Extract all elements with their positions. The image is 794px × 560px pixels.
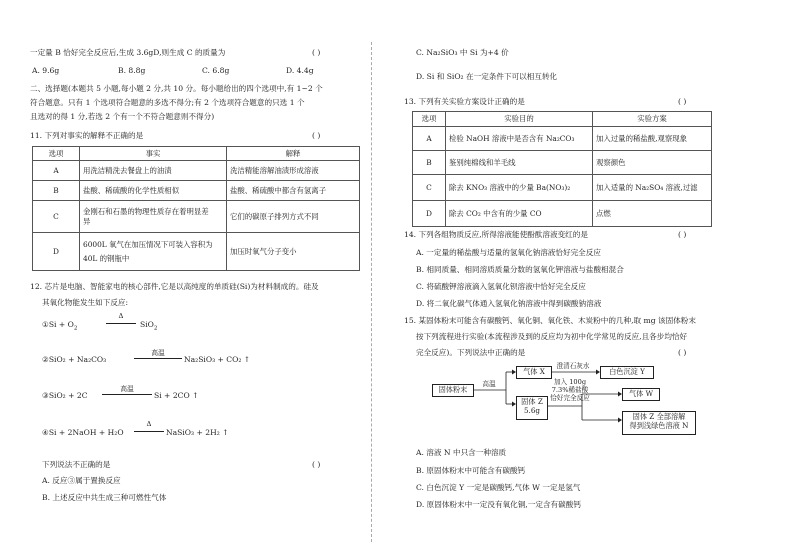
q13-header-aim: 实验目的 [446, 112, 593, 127]
section2-line2: 符合题意。只有 1 个选项符合题意的多选不得分;有 2 个选项符合题意的只选 1 个 [30, 98, 305, 107]
q14-answer-paren: ( ) [678, 230, 687, 239]
equation-subscript: 2 [73, 325, 78, 332]
q14-stem: 14. 下列各组物质反应,所得溶液能使酚酞溶液变红的是 [404, 230, 588, 239]
q11-fact-line: 6000L 氧气在加压情况下可装入容积为 [83, 239, 213, 249]
flow-limewater-label: 澄清石灰水 [556, 362, 590, 370]
q11-row-b [33, 181, 360, 201]
q11-explanation: 加压时氧气分子变小 [227, 233, 360, 271]
q10-option-c: C. 6.8g [202, 66, 230, 75]
flow-start-box: 固体粉末 [432, 384, 474, 397]
q13-plan: 观察颜色 [593, 151, 712, 175]
flow-condition-label: 高温 [482, 380, 496, 388]
flow-acid-line: 恰好完全反应 [550, 394, 590, 402]
flow-acid-label [542, 378, 598, 402]
q10-option-b: B. 8.8g [118, 66, 146, 75]
equation-4-arrow [134, 431, 164, 432]
q13-header-option: 选项 [413, 112, 446, 127]
q15-option-d: D. 原固体粉末中一定没有氧化铜,一定含有碳酸钙 [416, 500, 581, 509]
right-column [398, 0, 724, 560]
q11-option-label: B [33, 181, 80, 201]
q11-fact-line: 异 [83, 216, 91, 226]
flow-acid-line: 7.3%稀盐酸 [551, 386, 589, 394]
q13-aim: 除去 KNO₃ 溶液中的少量 Ba(NO₃)₂ [446, 175, 593, 201]
equation-4 [42, 428, 124, 437]
flow-white-precipitate-box: 白色沉淀 Y [600, 366, 654, 379]
q13-header-plan: 实验方案 [593, 112, 712, 127]
q15-option-a: A. 溶液 N 中只含一种溶质 [416, 448, 507, 457]
q15-stem-line1: 15. 某固体粉末可能含有碳酸钙、氧化铜、氧化铁、木炭粉中的几种,取 mg 该固体粉末 [404, 316, 696, 325]
q12-option-d: D. Si 和 SiO₂ 在一定条件下可以相互转化 [416, 72, 558, 81]
q11-stem: 11. 下列对事实的解释不正确的是 [30, 131, 144, 140]
q15-option-b: B. 原固体粉末中可能含有碳酸钙 [416, 466, 526, 475]
q12-answer-paren: ( ) [312, 460, 321, 469]
section2-line3: 且选对的得 1 分,若选 2 个有一个不符合题意则不得分) [30, 112, 215, 121]
equation-lhs: Si + O [48, 320, 74, 329]
q11-option-label: C [33, 201, 80, 233]
q11-row-c [33, 201, 360, 233]
q14-option-b: B. 相同质量、相同溶质质量分数的氢氧化钾溶液与盐酸相混合 [416, 265, 624, 274]
equation-1-product [140, 320, 157, 332]
q11-option-label: D [33, 233, 80, 271]
equation-1-arrow [106, 323, 136, 324]
flow-gas-x-box: 气体 X [516, 366, 552, 379]
q15-stem-line3: 完全反应)。下列说法中正确的是 [416, 348, 526, 357]
equation-lhs: Si + 2NaOH + H₂O [48, 428, 124, 437]
q11-explanation: 它们的碳原子排列方式不同 [227, 201, 360, 233]
equation-subscript: 2 [153, 325, 158, 332]
section2-line1: 二、选择题(本题共 5 小题,每小题 2 分,共 10 分。每小题给出的四个选项中,有 1~2 个 [30, 84, 323, 93]
q12-stem-line2: 其氧化物能发生如下反应: [42, 298, 129, 307]
flow-result-line: 得到浅绿色溶液 N [629, 421, 689, 430]
q11-explanation: 洗洁精能溶解油渍形成溶液 [227, 161, 360, 181]
column-divider [371, 42, 372, 542]
q11-fact: 用洗洁精洗去餐盘上的油渍 [80, 161, 227, 181]
q11-fact-line: 40L 的钢瓶中 [83, 253, 130, 263]
q14-option-c: C. 将硫酸钾溶液滴入氢氧化钡溶液中恰好完全反应 [416, 282, 586, 291]
equation-3-arrow [102, 394, 152, 395]
q15-answer-paren: ( ) [678, 348, 687, 357]
flow-solid-z-label: 固体 Z [521, 397, 543, 406]
equation-2 [42, 355, 106, 364]
q12-question: 下列说法不正确的是 [42, 460, 111, 469]
q12-option-b: B. 上述反应中共生成三种可燃性气体 [42, 493, 167, 502]
equation-3-product: Si + 2CO ↑ [154, 391, 199, 400]
flow-acid-line: 加入 100g [553, 378, 587, 386]
q12-stem-line1: 12. 芯片是电脑、智能家电的核心部件,它是以高纯度的单质硅(Si)为材料制成的。硅及 [30, 282, 319, 291]
q10-option-a: A. 9.6g [32, 66, 60, 75]
equation-number: ① [42, 320, 49, 329]
q11-fact: 盐酸、稀硫酸的化学性质相似 [80, 181, 227, 201]
q10-answer-paren: ( ) [312, 48, 321, 57]
q15-option-c: C. 白色沉淀 Y 一定是碳酸钙,气体 W 一定是氢气 [416, 483, 581, 492]
equation-3 [42, 391, 88, 400]
q14-option-a: A. 一定量的稀盐酸与适量的氢氧化钠溶液恰好完全反应 [416, 248, 601, 257]
q11-table [32, 146, 360, 271]
q13-option-label: B [413, 151, 446, 175]
equation-number: ③ [42, 391, 49, 400]
left-column [30, 0, 360, 560]
q13-plan: 加入过量的稀盐酸,观察现象 [593, 127, 712, 151]
equation-2-product: Na₂SiO₃ + CO₂ ↑ [184, 355, 251, 364]
q13-option-label: C [413, 175, 446, 201]
q15-stem-line2: 按下列流程进行实验(本流程涉及到的反应均为初中化学常见的反应,且各步均恰好 [416, 332, 688, 341]
equation-4-condition: Δ [146, 420, 152, 428]
flow-gas-w-box: 气体 W [622, 388, 660, 401]
equation-1-condition: Δ [118, 312, 124, 320]
flow-result-box [622, 411, 696, 435]
equation-1 [42, 320, 77, 332]
equation-4-product: NaSiO₃ + 2H₂ ↑ [166, 428, 229, 437]
q13-option-label: D [413, 201, 446, 227]
q13-aim: 鉴别纯棉线和羊毛线 [446, 151, 593, 175]
q10-option-d: D. 4.4g [286, 66, 314, 75]
equation-number: ② [42, 355, 49, 364]
equation-2-condition: 高温 [151, 349, 165, 357]
q13-plan: 点燃 [593, 201, 712, 227]
q11-fact [80, 201, 227, 233]
q13-plan: 加入适量的 Na₂SO₄ 溶液,过滤 [593, 175, 712, 201]
q11-option-label: A [33, 161, 80, 181]
q13-aim: 检验 NaOH 溶液中是否含有 Na₂CO₃ [446, 127, 593, 151]
q13-stem: 13. 下列有关实验方案设计正确的是 [404, 97, 525, 106]
equation-2-arrow [134, 358, 182, 359]
q11-fact [80, 233, 227, 271]
q11-explanation: 盐酸、稀硫酸中都含有氢离子 [227, 181, 360, 201]
q11-header-option: 选项 [33, 147, 80, 161]
q11-answer-paren: ( ) [312, 131, 321, 140]
q10-stem-tail: 一定量 B 恰好完全反应后,生成 3.6gD,则生成 C 的质量为 [30, 48, 226, 57]
q11-fact-line: 金刚石和石墨的物理性质存在着明显差 [83, 206, 209, 216]
flow-result-line: 固体 Z 全部溶解 [632, 412, 686, 421]
q13-answer-paren: ( ) [678, 97, 687, 106]
flowchart-connectors [398, 0, 724, 560]
q11-row-d [33, 233, 360, 271]
q13-option-label: A [413, 127, 446, 151]
q12-option-a: A. 反应③属于置换反应 [42, 476, 121, 485]
q12-option-c: C. Na₂SiO₃ 中 Si 为+4 价 [416, 48, 509, 57]
q14-option-d: D. 将二氧化碳气体通入氢氧化钠溶液中得到碳酸钠溶液 [416, 299, 602, 308]
q13-aim: 除去 CO₂ 中含有的少量 CO [446, 201, 593, 227]
flow-solid-z-mass: 5.6g [523, 406, 541, 415]
equation-3-condition: 高温 [120, 385, 134, 393]
equation-number: ④ [42, 428, 49, 437]
q11-header-explanation: 解释 [227, 147, 360, 161]
q11-row-a [33, 161, 360, 181]
equation-rhs: SiO [140, 320, 154, 329]
q11-header-fact: 事实 [80, 147, 227, 161]
equation-lhs: SiO₂ + 2C [48, 391, 88, 400]
equation-lhs: SiO₂ + Na₂CO₃ [48, 355, 107, 364]
